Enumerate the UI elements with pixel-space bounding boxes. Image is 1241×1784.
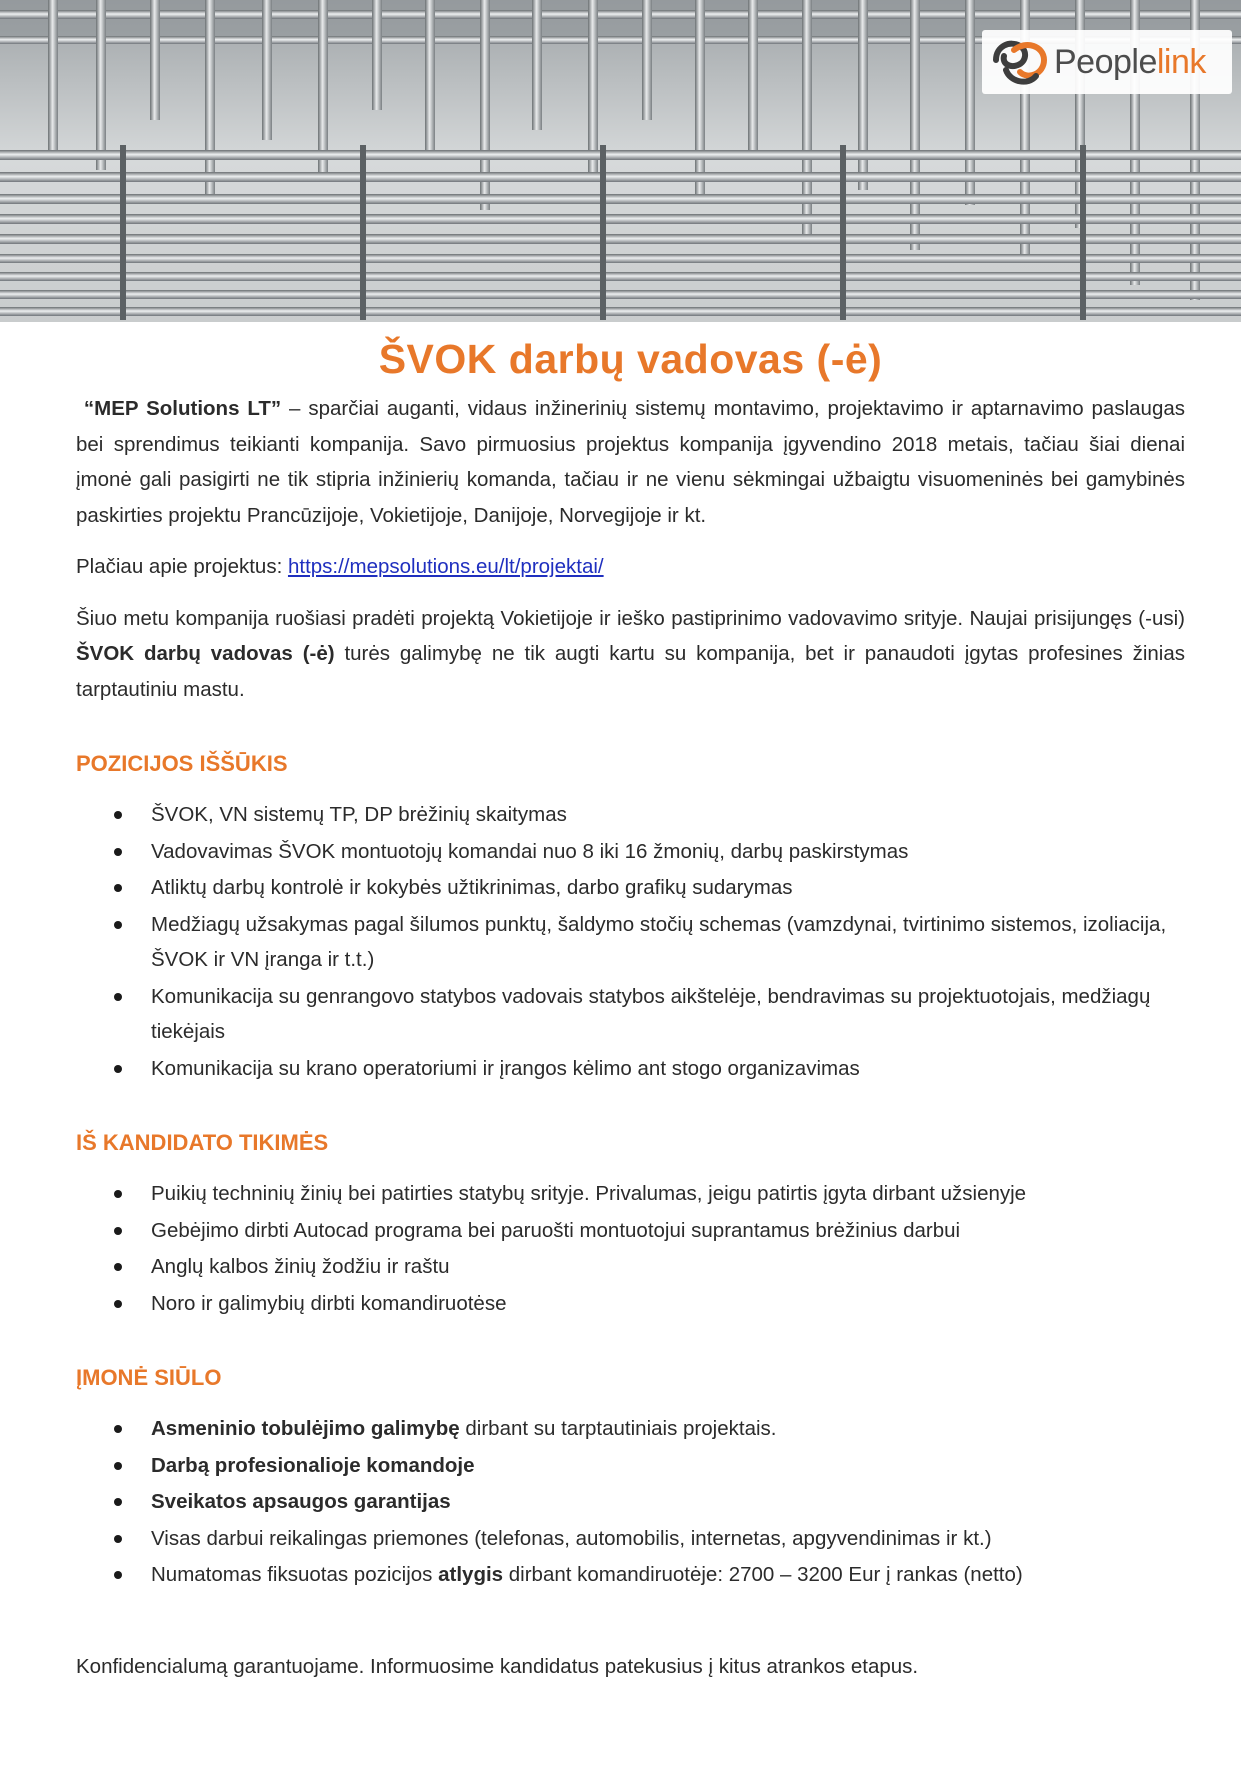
bullet-icon: [114, 1263, 122, 1271]
expectations-list: [76, 1176, 1185, 1321]
challenge-list: [76, 797, 1185, 1086]
bullet-icon: [114, 1425, 122, 1433]
bullet-icon: [114, 1498, 122, 1506]
list-item: Atliktų darbų kontrolė ir kokybės užtikrinimas, darbo grafikų sudarymas: [76, 870, 1185, 906]
logo-wordmark: Peoplelink: [1054, 42, 1206, 81]
list-item: Gebėjimo dirbti Autocad programa bei paruošti montuotojui suprantamus brėžinius darbui: [76, 1213, 1185, 1249]
confidentiality-note: Konfidencialumą garantuojame. Informuosime kandidatus patekusius į kitus atrankos etapus.: [76, 1654, 919, 1678]
list-item: Sveikatos apsaugos garantijas: [76, 1484, 1185, 1520]
list-item: Darbą profesionalioje komandoje: [76, 1448, 1185, 1484]
section-title-challenge: POZICIJOS IŠŠŪKIS: [76, 751, 288, 776]
bullet-icon: [114, 1065, 122, 1073]
list-item: Vadovavimas ŠVOK montuotojų komandai nuo 8 iki 16 žmonių, darbų paskirstymas: [76, 834, 1185, 870]
peoplelink-logo: [982, 30, 1232, 94]
list-item: Numatomas fiksuotas pozicijos atlygis dirbant komandiruotėje: 2700 – 3200 Eur į rankas (netto): [76, 1557, 1185, 1593]
current-project-paragraph: Šiuo metu kompanija ruošiasi pradėti projektą Vokietijoje ir ieško pastiprinimo vadovavimo srityje. Naujai prisijungęs (-usi) ŠVOK darbų vadovas (-ė) turės galimybę ne tik augti kartu su kompanija, bet ir panaudoti įgytas profesines žinias tarptautiniu mastu.: [76, 606, 1186, 701]
bullet-icon: [114, 1535, 122, 1543]
offer-list: [76, 1411, 1185, 1593]
list-item: Visas darbui reikalingas priemones (telefonas, automobilis, internetas, apgyvendinimas ir kt.): [76, 1521, 1185, 1557]
bullet-icon: [114, 993, 122, 1001]
section-title-expectations: IŠ KANDIDATO TIKIMĖS: [76, 1130, 329, 1155]
bullet-icon: [114, 811, 122, 819]
bullet-icon: [114, 1227, 122, 1235]
bullet-icon: [114, 884, 122, 892]
company-name: “MEP Solutions LT”: [83, 397, 282, 420]
bullet-icon: [114, 1190, 122, 1198]
more-info-paragraph: Plačiau apie projektus: https://mepsolutions.eu/lt/projektai/: [76, 555, 604, 578]
list-item: Noro ir galimybių dirbti komandiruotėse: [76, 1286, 1185, 1322]
peoplelink-logo-icon: [982, 30, 1058, 94]
bullet-icon: [114, 848, 122, 856]
bullet-icon: [114, 921, 122, 929]
list-item: Anglų kalbos žinių žodžiu ir raštu: [76, 1249, 1185, 1285]
list-item: Komunikacija su krano operatoriumi ir įrangos kėlimo ant stogo organizavimas: [76, 1051, 1185, 1087]
job-title: ŠVOK darbų vadovas (-ė): [378, 336, 883, 382]
projects-link[interactable]: https://mepsolutions.eu/lt/projektai/: [287, 555, 604, 578]
position-name-bold: ŠVOK darbų vadovas (-ė): [76, 642, 335, 665]
intro-paragraph: “MEP Solutions LT” – sparčiai auganti, vidaus inžinerinių sistemų montavimo, projektavimo ir aptarnavimo paslaugas bei sprendimus teikianti kompanija. Savo pirmuosius projektus kompanija įgyvendino 2018 metais, tačiau šiai dienai įmonė gali pasigirti ne tik stipria inžinierių komanda, tačiau ir ne vienu sėkmingai užbaigtu visuomeninės bei gamybinės paskirties projektu Prancūzijoje, Vokietijoje, Danijoje, Norvegijoje ir kt.: [76, 397, 1185, 527]
section-title-offer: ĮMONĖ SIŪLO: [76, 1365, 222, 1390]
bullet-icon: [114, 1300, 122, 1308]
list-item: Komunikacija su genrangovo statybos vadovais statybos aikštelėje, bendravimas su projektuotojais, medžiagų tiekėjais: [76, 979, 1185, 1050]
bullet-icon: [114, 1462, 122, 1470]
list-item: Asmeninio tobulėjimo galimybę dirbant su tarptautiniais projektais.: [76, 1411, 1185, 1447]
header-pipes-image: [0, 0, 1241, 322]
document-body: [76, 322, 1185, 1684]
list-item: ŠVOK, VN sistemų TP, DP brėžinių skaitymas: [76, 797, 1185, 833]
list-item: Puikių techninių žinių bei patirties statybų srityje. Privalumas, jeigu patirtis įgyta dirbant užsienyje: [76, 1176, 1185, 1212]
bullet-icon: [114, 1571, 122, 1579]
list-item: Medžiagų užsakymas pagal šilumos punktų, šaldymo stočių schemas (vamzdynai, tvirtinimo sistemos, izoliacija, ŠVOK ir VN įranga ir t.t.): [76, 907, 1185, 978]
